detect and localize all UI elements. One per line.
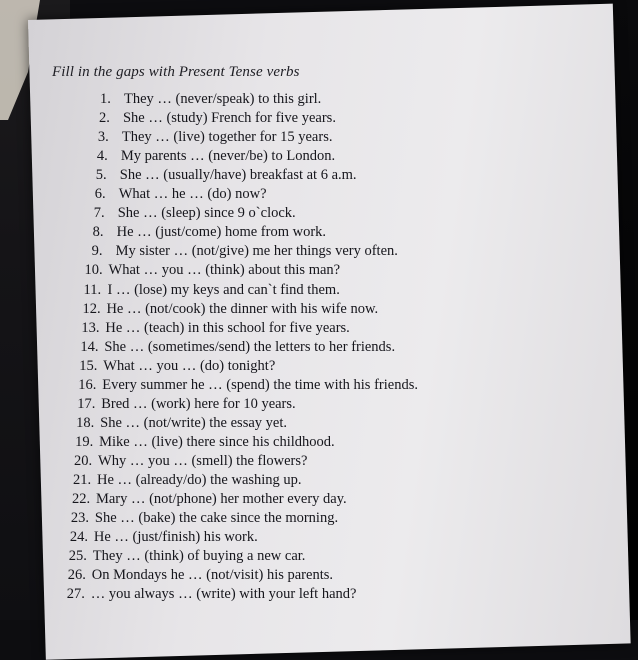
exercise-text: She … (sometimes/send) the letters to her friends. [104, 338, 396, 355]
exercise-text: On Mondays he … (not/visit) his parents. [91, 567, 333, 584]
exercise-number: 14. [80, 338, 99, 355]
exercise-text: She … (not/write) the essay yet. [100, 414, 287, 431]
exercise-item [94, 206, 296, 221]
exercise-number: 8. [92, 224, 104, 241]
exercise-item [71, 511, 338, 526]
exercise-number: 17. [77, 395, 96, 412]
exercise-text: … you always … (write) with your left hand? [90, 586, 357, 603]
exercise-item [68, 568, 333, 583]
exercise-number: 7. [93, 205, 105, 222]
exercise-item [82, 302, 378, 317]
exercise-text: He … (just/come) home from work. [116, 224, 327, 241]
exercise-number: 21. [73, 472, 92, 488]
exercise-number: 12. [82, 300, 101, 317]
exercise-number: 11. [83, 281, 102, 298]
exercise-item [93, 225, 326, 240]
exercise-item [92, 244, 398, 259]
exercise-title: Fill in the gaps with Present Tense verbs [52, 64, 300, 80]
exercise-item [73, 473, 302, 488]
exercise-text: What … he … (do) now? [118, 186, 267, 203]
exercise-number: 9. [91, 243, 103, 260]
exercise-number: 13. [81, 319, 100, 336]
exercise-text: He … (teach) in this school for five years. [105, 319, 350, 336]
exercise-text: Mary … (not/phone) her mother every day. [95, 491, 347, 508]
exercise-number: 4. [96, 148, 108, 165]
exercise-text: He … (just/finish) his work. [93, 529, 258, 546]
exercise-text: My parents … (never/be) to London. [120, 148, 336, 165]
exercise-item [81, 321, 349, 336]
exercise-item [77, 397, 295, 412]
exercise-item [85, 263, 341, 278]
exercise-number: 24. [69, 529, 88, 546]
exercise-number: 16. [78, 376, 97, 393]
exercise-number: 15. [79, 357, 98, 374]
exercise-text: They … (think) of buying a new car. [92, 548, 306, 565]
exercise-number: 10. [84, 262, 103, 279]
exercise-item [70, 530, 258, 545]
exercise-text: What … you … (do) tonight? [103, 357, 276, 374]
exercise-item [74, 454, 307, 469]
exercise-text: She … (bake) the cake since the morning. [94, 510, 339, 527]
exercise-text: Why … you … (smell) the flowers? [98, 452, 308, 469]
exercise-text: He … (not/cook) the dinner with his wife now. [106, 300, 379, 317]
exercise-text: What … you … (think) about this man? [108, 262, 341, 279]
exercise-text: Mike … (live) there since his childhood. [99, 433, 335, 450]
exercise-item [99, 111, 336, 126]
exercise-number: 5. [95, 167, 107, 184]
exercise-text: She … (usually/have) breakfast at 6 a.m. [119, 167, 357, 184]
exercise-number: 27. [66, 586, 85, 603]
exercise-text: They … (never/speak) to this girl. [124, 91, 322, 107]
exercise-text: Every summer he … (spend) the time with his friends. [102, 376, 418, 393]
exercise-item [78, 378, 418, 393]
exercise-text: They … (live) together for 15 years. [121, 129, 333, 146]
exercise-number: 2. [98, 110, 110, 127]
exercise-item [100, 92, 321, 107]
exercise-text: He … (already/do) the washing up. [97, 472, 302, 488]
exercise-item [95, 187, 267, 202]
exercise-number: 22. [71, 491, 91, 508]
exercise-number: 19. [75, 433, 94, 450]
exercise-text: My sister … (not/give) me her things very often. [115, 243, 398, 260]
exercise-text: She … (sleep) since 9 o`clock. [117, 205, 296, 222]
exercise-text: She … (study) French for five years. [122, 110, 336, 127]
exercise-item [75, 435, 335, 450]
exercise-text: I … (lose) my keys and can`t find them. [107, 281, 340, 298]
exercise-item [80, 340, 395, 355]
exercise-item [96, 168, 357, 183]
exercise-number: 1. [100, 91, 111, 107]
exercise-number: 3. [97, 129, 109, 146]
exercise-item [72, 492, 347, 507]
exercise-number: 25. [68, 548, 87, 565]
exercise-item [69, 549, 306, 564]
exercise-number: 23. [70, 510, 90, 527]
exercise-number: 20. [74, 452, 93, 469]
exercise-item [79, 359, 275, 374]
exercise-number: 18. [76, 414, 95, 431]
exercise-number: 6. [94, 186, 106, 203]
exercise-item [84, 283, 340, 298]
exercise-item [97, 149, 335, 164]
exercise-number: 26. [67, 567, 86, 584]
exercise-item [76, 416, 287, 431]
exercise-item [98, 130, 333, 145]
exercise-text: Bred … (work) here for 10 years. [101, 395, 296, 412]
exercise-item [67, 587, 357, 602]
